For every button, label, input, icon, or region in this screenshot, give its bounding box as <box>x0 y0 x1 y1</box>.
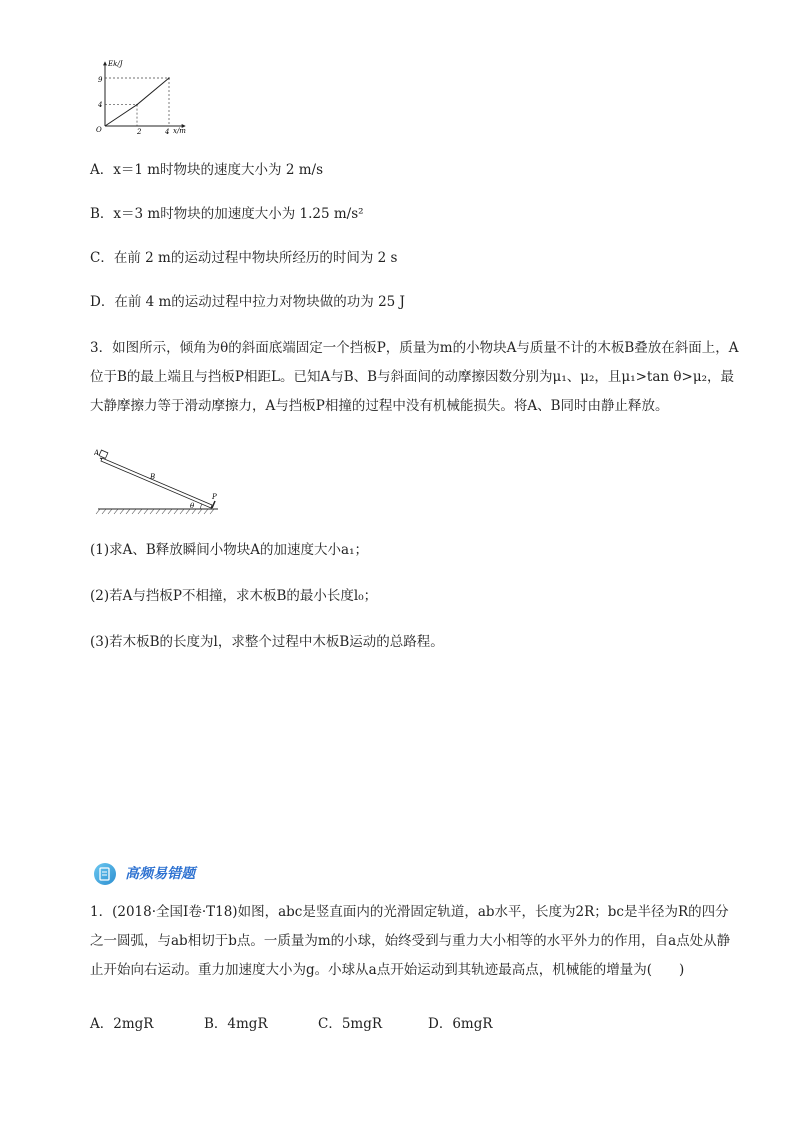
x-tick-label: 2 <box>137 128 142 136</box>
x-tick-label: 4 <box>165 128 170 136</box>
option-text: x＝1 m时物块的速度大小为 2 m/s <box>113 162 323 178</box>
y-tick-label: 4 <box>98 101 103 109</box>
option-c <box>90 248 397 268</box>
data-point <box>136 104 138 106</box>
option-letter: D． <box>90 294 115 310</box>
ek-x-graph <box>88 56 198 136</box>
origin-label: O <box>96 126 102 134</box>
question-1-text: 1．(2018·全国Ⅰ卷·T18)如图，abc是竖直面内的光滑固定轨道，ab水平，长度为2R；bc是半径为R的四分之一圆弧，与ab相切于b点。一质量为m的小球，始终受到与重力大小相等的水平外力的作用，自a点处从静止开始向右运动。重力加速度大小为g。小球从a点开始运动到其轨迹最高点，机械能的增量为( ) <box>90 904 731 978</box>
option-text: 在前 2 m的运动过程中物块所经历的时间为 2 s <box>113 250 398 266</box>
label-b: B <box>150 473 156 481</box>
label-p: P <box>212 493 217 501</box>
sub-question-2: (2)若A与挡板P不相撞，求木板B的最小长度l₀； <box>90 588 378 604</box>
x-axis-label: x/m <box>173 127 186 135</box>
option-letter: B． <box>90 206 114 222</box>
incline-figure <box>94 444 224 516</box>
option-letter: A． <box>90 162 114 178</box>
y-axis-label: Ek/J <box>108 60 123 68</box>
y-tick-label: 9 <box>98 76 103 84</box>
option-b <box>90 204 364 224</box>
sub-question-3: (3)若木板B的长度为l，求整个过程中木板B运动的总路程。 <box>90 634 444 650</box>
section-title: 高频易错题 <box>125 865 196 882</box>
option-letter: C． <box>90 250 114 266</box>
option-a <box>90 160 323 180</box>
q1-options <box>90 1014 493 1034</box>
sub-question-1: (1)求A、B释放瞬间小物块A的加速度大小a₁； <box>90 542 369 558</box>
label-a: A <box>94 449 100 457</box>
q1-option-c: C．5mgR <box>318 1016 383 1032</box>
section-header <box>94 862 195 886</box>
question-3-text: 3．如图所示，倾角为θ的斜面底端固定一个挡板P，质量为m的小物块A与质量不计的木板B叠放在斜面上，A位于B的最上端且与挡板P相距L。已知A与B、B与斜面间的动摩擦因数分别为μ₁、μ₂，且μ₁>tan θ>μ₂，最大静摩擦力等于滑动摩擦力，A与挡板P相撞的过程中没有机械能损失。将A、B同时由静止释放。 <box>90 340 739 414</box>
q1-option-a: A．2mgR <box>90 1016 154 1032</box>
label-theta: θ <box>190 502 195 510</box>
option-text: 在前 4 m的运动过程中拉力对物块做的功为 25 J <box>114 294 405 310</box>
option-d <box>90 292 405 312</box>
data-point <box>168 77 170 79</box>
q1-option-d: D．6mgR <box>428 1016 493 1032</box>
data-series-line <box>105 78 169 126</box>
section-icon <box>94 863 116 885</box>
q1-option-b: B．4mgR <box>204 1016 268 1032</box>
option-text: x＝3 m时物块的加速度大小为 1.25 m/s² <box>113 206 364 222</box>
